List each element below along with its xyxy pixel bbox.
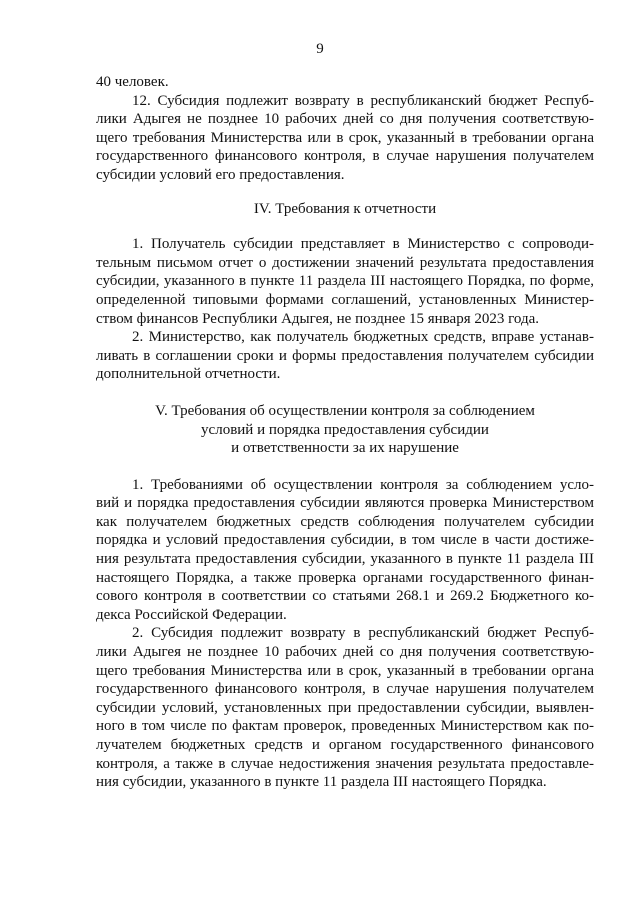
paragraph-line: настоящего Порядка, а также проверка органами государственного финан- — [96, 569, 594, 586]
paragraph-line: тельным письмом отчет о достижении значений результата предоставления — [96, 254, 594, 271]
paragraph-line: субсидии условий его предоставления. — [96, 166, 345, 183]
paragraph-line: субсидии, указанного в пункте 11 раздела III настоящего Порядка, по форме, — [96, 273, 594, 290]
section-heading: IV. Требования к отчетности — [253, 200, 437, 217]
paragraph-line: 2. Субсидия подлежит возврату в республиканский бюджет Респуб- — [132, 625, 594, 642]
paragraph-line: лучателем бюджетных средств и органом государственного финансового — [96, 737, 594, 753]
section-heading: V. Требования об осуществлении контроля за соблюдением — [155, 402, 535, 419]
section-heading: условий и порядка предоставления субсидии — [201, 421, 489, 438]
paragraph-line: ния результата предоставления субсидии, указанного в пункте 11 раздела III — [96, 551, 594, 568]
paragraph-line: порядка и условий предоставления субсидии, в том числе в части достиже- — [96, 532, 594, 549]
paragraph-line: лики Адыгея не позднее 10 рабочих дней со дня получения соответствую- — [96, 111, 594, 128]
paragraph-line: лики Адыгея не позднее 10 рабочих дней со дня получения соответствую- — [96, 644, 594, 661]
paragraph-line: щего требования Министерства или в срок, указанный в требовании органа — [96, 662, 594, 679]
paragraph-line: 1. Требованиями об осуществлении контроля за соблюдением усло- — [132, 476, 594, 493]
paragraph-line: ного в том числе по фактам проверок, проведенных Министерством как по- — [96, 718, 594, 735]
paragraph-line: 2. Министерство, как получатель бюджетных средств, вправе устанав- — [132, 329, 594, 346]
paragraph-line: государственного финансового контроля, в случае нарушения получателем — [96, 148, 594, 165]
page-number: 9 — [316, 41, 324, 57]
paragraph-line: 12. Субсидия подлежит возврату в республиканский бюджет Респуб- — [132, 92, 594, 109]
paragraph-line: субсидии условий, установленных при предоставлении субсидии, выявлен- — [96, 699, 594, 716]
paragraph-line: дополнительной отчетности. — [96, 366, 281, 383]
paragraph-line: вий и порядка предоставления субсидии являются проверка Министерством — [96, 495, 594, 512]
paragraph-line: щего требования Министерства или в срок, указанный в требовании органа — [96, 129, 594, 146]
paragraph-line: контроля, а также в случае недостижения значения результата предоставле- — [96, 755, 594, 772]
paragraph-line: 1. Получатель субсидии представляет в Министерство с сопроводи- — [132, 236, 594, 253]
paragraph-line: как получателем бюджетных средств соблюдения получателем субсидии — [96, 513, 594, 530]
paragraph-line: 40 человек. — [96, 74, 169, 90]
paragraph-line: государственного финансового контроля, в случае нарушения получателем — [96, 681, 594, 698]
paragraph-line: определенной типовыми формами соглашений, установленных Министер- — [96, 291, 594, 308]
section-heading: и ответственности за их нарушение — [231, 440, 459, 457]
paragraph-line: ния субсидии, указанного в пункте 11 раздела III настоящего Порядка. — [96, 774, 547, 791]
paragraph-line: сового контроля в соответствии со статьями 268.1 и 269.2 Бюджетного ко- — [96, 588, 594, 605]
paragraph-line: ливать в соглашении сроки и формы предоставления получателем субсидии — [96, 347, 594, 364]
document-body — [96, 73, 594, 792]
paragraph-line: ством финансов Республики Адыгея, не позднее 15 января 2023 года. — [96, 310, 539, 327]
paragraph-line: декса Российской Федерации. — [96, 606, 287, 623]
